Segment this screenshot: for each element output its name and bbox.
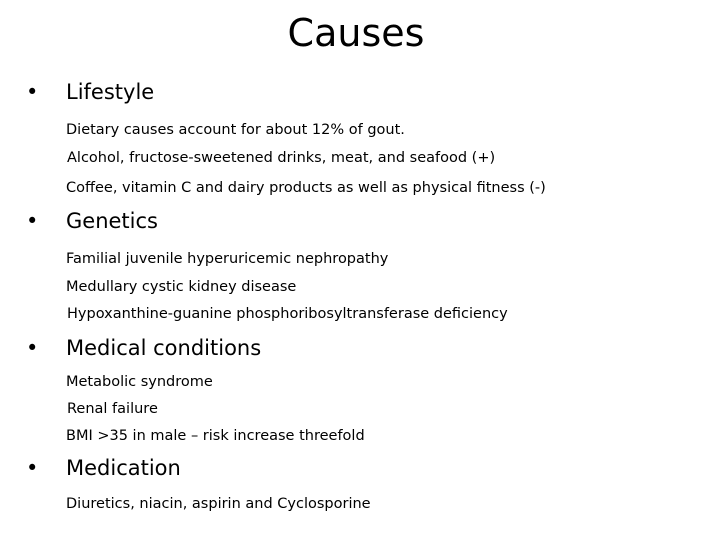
section-heading-medical-conditions xyxy=(26,334,261,362)
list-item: Renal failure xyxy=(67,401,158,417)
section-heading-medication xyxy=(26,454,181,482)
list-item: Diuretics, niacin, aspirin and Cyclosporine xyxy=(66,496,371,512)
section-heading-label: Genetics xyxy=(66,209,158,233)
section-heading-label: Medication xyxy=(66,456,181,480)
list-item: Dietary causes account for about 12% of gout. xyxy=(66,122,405,138)
list-item: Alcohol, fructose-sweetened drinks, meat, and seafood (+) xyxy=(67,150,496,166)
section-heading-label: Medical conditions xyxy=(66,336,262,360)
bullet-icon: • xyxy=(26,80,39,104)
list-item: BMI >35 in male – risk increase threefold xyxy=(66,428,365,444)
slide-title: Causes xyxy=(287,11,425,55)
section-heading-genetics xyxy=(26,207,158,235)
list-item: Medullary cystic kidney disease xyxy=(66,279,297,295)
section-heading-lifestyle xyxy=(26,78,154,106)
bullet-icon: • xyxy=(26,209,39,233)
list-item: Metabolic syndrome xyxy=(66,374,213,390)
list-item: Hypoxanthine-guanine phosphoribosyltransferase deficiency xyxy=(67,306,508,322)
list-item: Familial juvenile hyperuricemic nephropathy xyxy=(66,251,389,267)
bullet-icon: • xyxy=(26,336,39,360)
bullet-icon: • xyxy=(26,456,39,480)
list-item: Coffee, vitamin C and dairy products as well as physical fitness (-) xyxy=(66,180,546,196)
section-heading-label: Lifestyle xyxy=(66,80,155,104)
